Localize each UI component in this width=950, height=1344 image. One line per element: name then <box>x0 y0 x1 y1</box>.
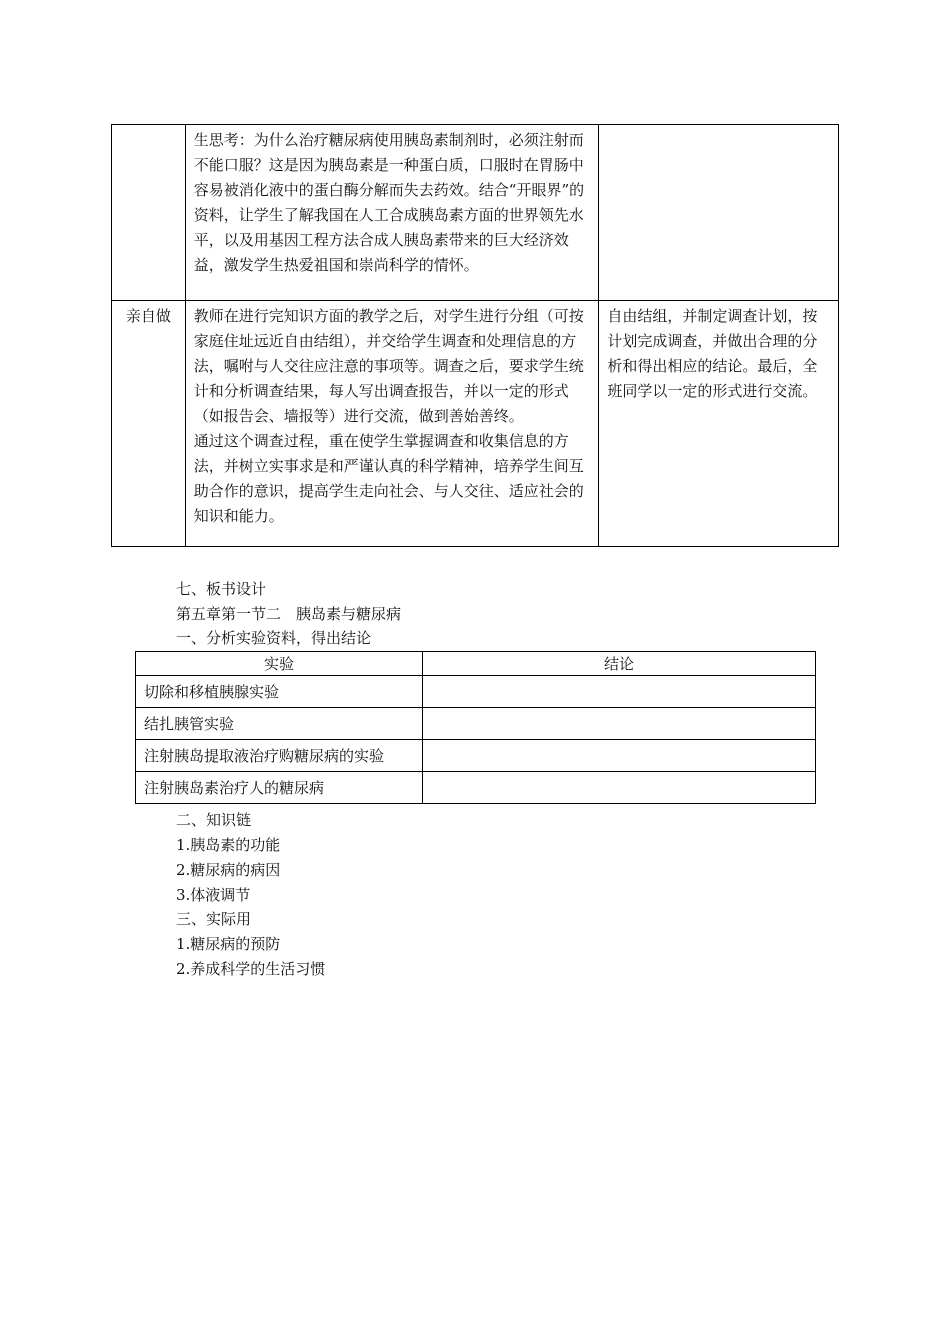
table-row <box>112 125 839 301</box>
teacher-activity-cell <box>185 125 599 301</box>
row-label <box>112 125 186 301</box>
table-cell: 注射胰岛提取液治疗购糖尿病的实验 <box>136 740 423 772</box>
table-cell <box>423 740 816 772</box>
table-row <box>136 708 816 740</box>
paragraph: 生思考：为什么治疗糖尿病使用胰岛素制剂时，必须注射而不能口服？这是因为胰岛素是一种蛋白质，口服时在胃肠中容易被消化液中的蛋白酶分解而失去药效。结合“开眼界”的资料，让学生了解我国在人工合成胰岛素方面的世界领先水平，以及用基因工程方法合成人胰岛素带来的巨大经济效益，激发学生热爱祖国和崇尚科学的情怀。 <box>193 131 585 274</box>
student-activity-cell <box>599 125 839 301</box>
board-design-heading: 七、板书设计 <box>176 580 267 598</box>
paragraph: 通过这个调查过程，重在使学生掌握调查和收集信息的方法，并树立实事求是和严谨认真的科学精神，培养学生间互助合作的意识，提高学生走向社会、与人交往、适应社会的知识和能力。 <box>193 432 584 525</box>
table-cell <box>423 772 816 804</box>
table-row <box>136 772 816 804</box>
table-cell: 结扎胰管实验 <box>136 708 423 740</box>
table-cell: 切除和移植胰腺实验 <box>136 676 423 708</box>
table-row <box>136 740 816 772</box>
list-item: 3.体液调节 <box>176 886 251 904</box>
experiment-table <box>135 651 816 804</box>
chapter-title: 第五章第一节二 胰岛素与糖尿病 <box>176 605 402 623</box>
list-item: 2.养成科学的生活习惯 <box>176 960 326 978</box>
table-cell: 注射胰岛素治疗人的糖尿病 <box>136 772 423 804</box>
activity-table <box>111 124 839 547</box>
student-activity-cell: 自由结组，并制定调查计划，按计划完成调查，并做出合理的分析和得出相应的结论。最后，全班同学以一定的形式进行交流。 <box>599 301 839 547</box>
column-header: 实验 <box>136 652 423 676</box>
table-cell <box>423 708 816 740</box>
section-heading: 三、实际用 <box>176 910 252 928</box>
table-row <box>112 301 839 547</box>
table-header-row <box>136 652 816 676</box>
section-heading: 二、知识链 <box>176 811 252 829</box>
table-row <box>136 676 816 708</box>
teacher-activity-cell <box>185 301 599 547</box>
list-item: 1.糖尿病的预防 <box>176 935 281 953</box>
paragraph: 教师在进行完知识方面的教学之后，对学生进行分组（可按家庭住址远近自由结组），并交给学生调查和处理信息的方法，嘱咐与人交往应注意的事项等。调查之后，要求学生统计和分析调查结果，每人写出调查报告，并以一定的形式（如报告会、墙报等）进行交流，做到善始善终。 <box>193 307 584 425</box>
row-label: 亲自做 <box>112 301 186 547</box>
table-cell <box>423 676 816 708</box>
list-item: 2.糖尿病的病因 <box>176 861 281 879</box>
column-header: 结论 <box>423 652 816 676</box>
section-heading: 一、分析实验资料，得出结论 <box>176 629 372 647</box>
list-item: 1.胰岛素的功能 <box>176 836 281 854</box>
